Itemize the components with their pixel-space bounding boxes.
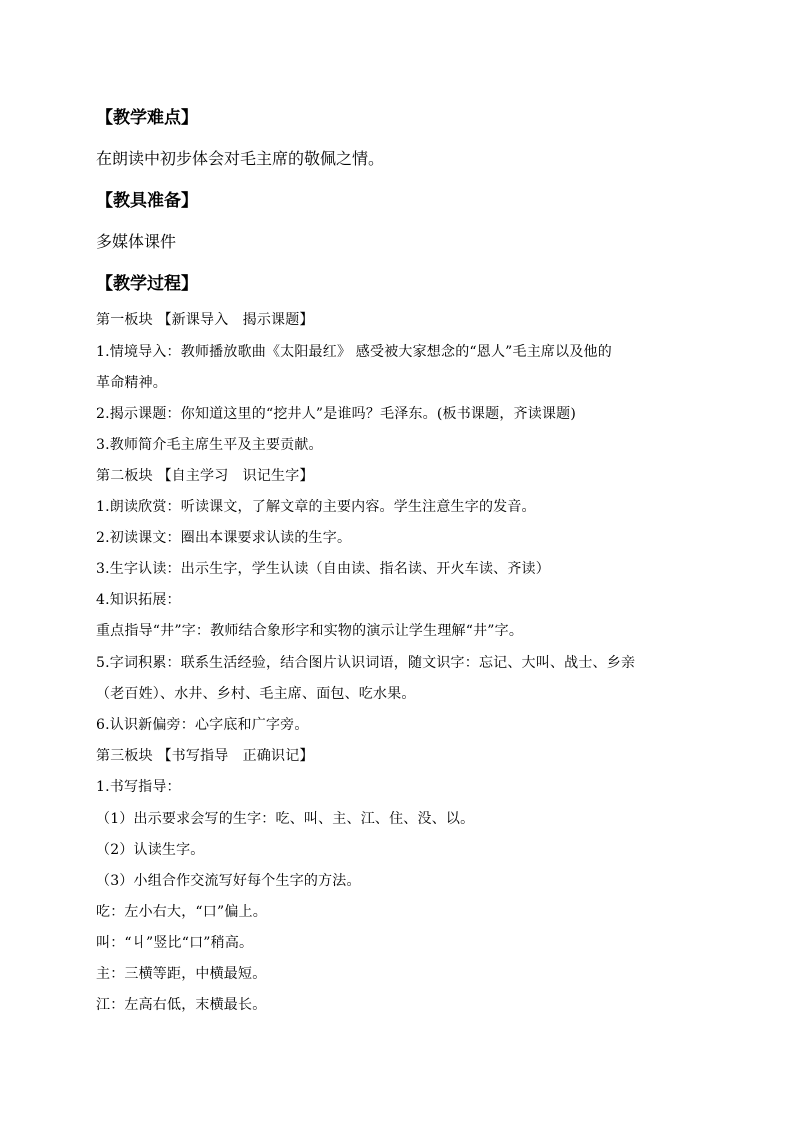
process-line: 重点指导“井”字：教师结合象形字和实物的演示让学生理解“井”字。 [96, 623, 524, 639]
process-line: 3.生字认读：出示生字，学生认读（自由读、指名读、开火车读、齐读） [96, 561, 550, 577]
process-line: 革命精神。 [96, 375, 167, 391]
section-heading-2: 第二板块 【自主学习 识记生字】 [96, 468, 314, 484]
process-line: （3）小组合作交流写好每个生字的方法。 [96, 873, 361, 889]
process-line: （1）出示要求会写的生字：吃、叫、主、江、住、没、以。 [96, 811, 475, 827]
process-line: （2）认读生字。 [96, 842, 205, 858]
process-line: 1.书写指导： [96, 779, 181, 795]
process-line: 1.情境导入：教师播放歌曲《太阳最红》 感受被大家想念的“恩人”毛主席以及他的 [96, 344, 612, 360]
process-line: 5.字词积累：联系生活经验，结合图片认识词语，随文识字：忘记、大叫、战士、乡亲 [96, 655, 636, 671]
process-line: 叫：“丩”竖比“口”稍高。 [96, 935, 254, 951]
process-line: 1.朗读欣赏：听读课文，了解文章的主要内容。学生注意生字的发音。 [96, 499, 536, 515]
process-line: 主：三横等距，中横最短。 [96, 966, 267, 982]
process-line: 2.初读课文：圈出本课要求认读的生字。 [96, 530, 352, 546]
difficulty-text: 在朗读中初步体会对毛主席的敬佩之情。 [96, 149, 385, 168]
process-line: 3.教师简介毛主席生平及主要贡献。 [96, 437, 323, 453]
heading-teaching-tools: 【教具准备】 [96, 191, 198, 211]
section-heading-3: 第三板块 【书写指导 正确识记】 [96, 748, 314, 764]
process-line: 2.揭示课题：你知道这里的“挖井人”是谁吗？毛泽东。(板书课题，齐读课题) [96, 406, 576, 422]
process-line: 吃：左小右大，“口”偏上。 [96, 904, 267, 920]
heading-teaching-process: 【教学过程】 [96, 274, 198, 294]
process-line: （老百姓）、水井、乡村、毛主席、面包、吃水果。 [96, 686, 416, 702]
process-line: 4.知识拓展： [96, 592, 181, 608]
tools-text: 多媒体课件 [96, 232, 177, 251]
section-heading-1: 第一板块 【新课导入 揭示课题】 [96, 312, 314, 328]
process-line: 6.认识新偏旁：心字底和广字旁。 [96, 717, 309, 733]
heading-teaching-difficulty: 【教学难点】 [96, 108, 198, 128]
process-line: 江：左高右低，末横最长。 [96, 997, 267, 1013]
